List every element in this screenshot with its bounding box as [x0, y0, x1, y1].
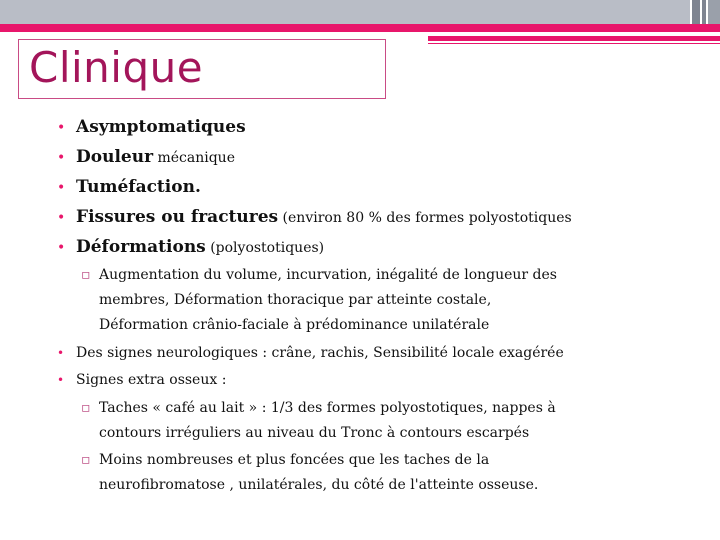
bullet-dot: • — [57, 346, 65, 360]
bullet-dot: • — [57, 240, 66, 256]
grey-stripe — [702, 0, 706, 24]
grey-stripe — [708, 0, 720, 24]
sub-bullet-line: membres, Déformation thoracique par atteinte costale, — [99, 292, 492, 308]
bullet-bold: Déformations — [76, 237, 206, 257]
bullet-text: (environ 80 % des formes polyostotiques — [278, 210, 572, 226]
grey-stripe — [692, 0, 700, 24]
bullet-dot: • — [57, 150, 66, 166]
top-grey-band — [0, 0, 720, 24]
bullet-item — [76, 207, 572, 227]
bullet-item: Des signes neurologiques : crâne, rachis, Sensibilité locale exagérée — [76, 345, 564, 361]
bullet-dot: • — [57, 120, 66, 136]
bullet-item — [76, 237, 324, 257]
bullet-bold: Fissures ou fractures — [76, 207, 279, 227]
sub-bullet-line: Augmentation du volume, incurvation, inégalité de longueur des — [99, 267, 557, 283]
bullet-dot: • — [57, 180, 66, 196]
sub-bullet-line: neurofibromatose , unilatérales, du côté de l'atteinte osseuse. — [99, 477, 539, 493]
sub-bullet-marker: ▫ — [81, 267, 91, 283]
grey-stripe — [0, 0, 690, 24]
slide-title: Clinique — [29, 43, 204, 92]
bullet-dot: • — [57, 210, 66, 226]
bullet-text: mécanique — [153, 150, 235, 166]
sub-bullet-marker: ▫ — [81, 400, 91, 416]
bullet-item — [76, 117, 246, 137]
top-pink-band — [0, 24, 720, 32]
bullet-item — [76, 177, 201, 197]
sub-bullet-line: Taches « café au lait » : 1/3 des formes polyostotiques, nappes à — [99, 400, 556, 416]
sub-bullet-line: Moins nombreuses et plus foncées que les taches de la — [99, 452, 490, 468]
bullet-item — [76, 147, 235, 167]
bullet-text: (polyostotiques) — [205, 240, 325, 256]
bullet-bold: Douleur — [76, 147, 154, 167]
sub-bullet-line: contours irréguliers au niveau du Tronc à contours escarpés — [99, 425, 530, 441]
accent-line — [428, 36, 720, 41]
bullet-bold: Asymptomatiques — [76, 117, 246, 137]
accent-line-thin — [428, 43, 720, 44]
bullet-item: Signes extra osseux : — [76, 372, 227, 388]
sub-bullet-marker: ▫ — [81, 452, 91, 468]
sub-bullet-line: Déformation crânio-faciale à prédominance unilatérale — [99, 317, 490, 333]
bullet-dot: • — [57, 373, 65, 387]
bullet-bold: Tuméfaction. — [76, 177, 201, 197]
title-box — [18, 39, 386, 99]
